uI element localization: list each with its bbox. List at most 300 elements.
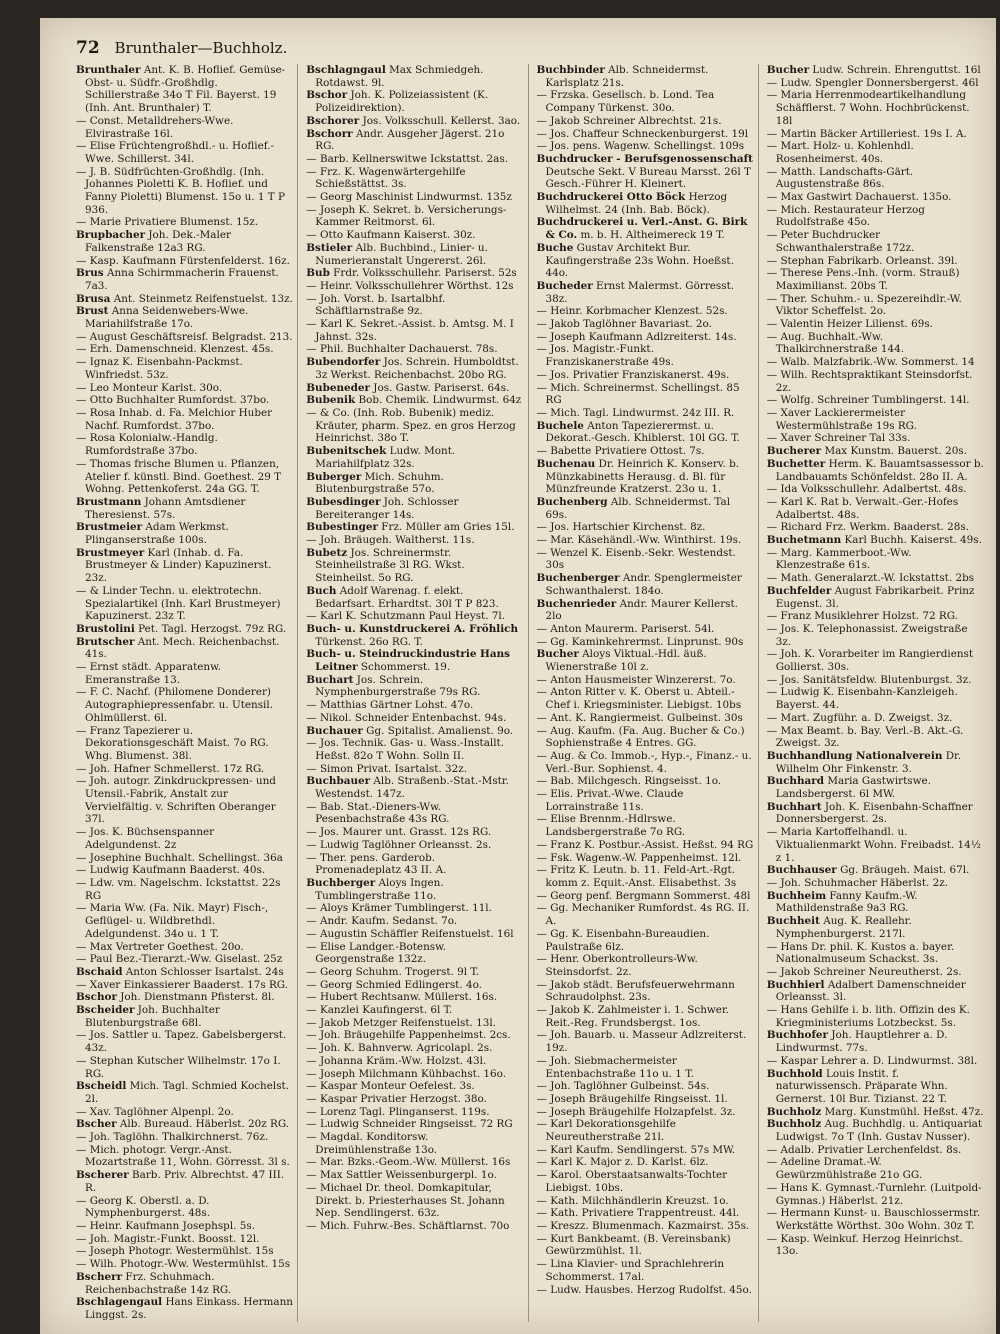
directory-entry <box>76 902 293 940</box>
entry-text: Maurerm. Pariserst. 54l. <box>584 622 715 635</box>
entry-name: — Franz <box>536 838 581 851</box>
directory-entry <box>306 153 523 166</box>
entry-name: — Matth. <box>766 165 816 178</box>
entry-text: Kaufmann Baaderst. 40s. <box>132 864 266 877</box>
entry-text: Bob. Chemik. Lindwurmst. 64z <box>358 394 522 407</box>
entry-name: — Ludwig K. <box>766 686 834 699</box>
entry-name: — Kaspar <box>766 1054 818 1067</box>
entry-name: — Ludw. <box>766 76 812 89</box>
directory-entry <box>306 318 523 343</box>
entry-name: Buchbinder <box>536 64 605 76</box>
entry-text: Ant. Mech. Reichenbachst. 41s. <box>85 635 280 661</box>
entry-text: Gehilfe i. b. lith. Offizin des K. Kriegministeriums Lotzbeckst. 5s. <box>775 1004 970 1029</box>
directory-entry <box>76 140 293 165</box>
directory-entry <box>537 674 754 687</box>
entry-text: Kutscher Wilhelmstr. 17o I. RG. <box>85 1054 281 1080</box>
entry-name: Bschlagengaul <box>76 1296 163 1309</box>
entry-text: Rat b. Verwalt.-Ger.-Hofes Adalbertst. 48s. <box>775 495 959 521</box>
entry-name: — Jakob <box>536 978 580 991</box>
directory-entry <box>76 293 293 306</box>
directory-entry <box>76 636 293 661</box>
entry-name: Buchdrucker - Berufsgenossenschaft <box>536 152 753 165</box>
entry-text: Buchhalter Rumfordst. 37bo. <box>116 394 270 407</box>
directory-entry <box>76 166 293 217</box>
directory-entry <box>306 229 523 242</box>
entry-text: Bräugehilfe Pappenheimst. 2cs. <box>343 1029 511 1042</box>
directory-entry <box>76 941 293 954</box>
entry-name: — Elise <box>76 140 116 153</box>
entry-name: — Aug. & Co. <box>536 749 608 762</box>
directory-entry <box>537 1169 754 1194</box>
entry-text: Adolf Warenag. f. elekt. Bedarfsart. Erhardtst. 30l T P 823. <box>315 584 499 610</box>
entry-text: Früchtengroßhdl.- u. Hoflief.-Wwe. Schillerst. 34l. <box>85 140 275 165</box>
entry-name: — Adeline <box>766 1156 821 1169</box>
entry-name: Brutscher <box>76 635 135 648</box>
directory-entry <box>76 966 293 979</box>
directory-entry <box>76 521 293 546</box>
entry-name: Buchhofer <box>766 1029 829 1042</box>
entry-text: Gastwirt Dachauerst. 135o. <box>806 191 952 204</box>
entry-text: Hafner Schmellerst. 17z RG. <box>113 762 265 775</box>
directory-entry <box>767 941 984 966</box>
directory-entry <box>306 1029 523 1042</box>
directory-entry <box>767 674 984 687</box>
entry-text: Dr. Wilhelm Ohr Finkenstr. 3. <box>775 749 962 775</box>
entry-name: Buchholz <box>766 1118 822 1131</box>
directory-entry <box>306 775 523 800</box>
entry-name: — J. B. <box>76 165 111 178</box>
entry-name: Bubetz <box>306 546 348 559</box>
entry-text: Max Kunstm. Bauerst. 20s. <box>824 445 967 458</box>
directory-entry <box>306 941 523 966</box>
entry-text: Joh. Buchhalter Blutenburgstraße 68l. <box>85 1004 220 1029</box>
directory-entry <box>767 547 984 572</box>
entry-text: Kolonialw.-Handlg. Rumfordstraße 37bo. <box>85 432 218 458</box>
directory-entry <box>537 407 754 420</box>
entry-name: — Bab. <box>306 800 344 813</box>
entry-name: — Rosa <box>76 432 116 445</box>
entry-name: — & Linder <box>76 584 137 597</box>
entry-name: — Jos. <box>536 368 570 381</box>
entry-name: — Franz <box>76 724 121 737</box>
entry-text: Kunst- u. Bauschlossermstr. Werkstätte Wörthst. 30o Wohn. 30z T. <box>775 1207 981 1232</box>
entry-name: Bschor <box>76 991 117 1004</box>
entry-text: Telephonassist. Zweigstraße 3z. <box>775 622 968 648</box>
directory-entry <box>76 775 293 826</box>
entry-name: — Joh. <box>76 1232 111 1245</box>
entry-name: — Thomas <box>76 457 131 470</box>
entry-text: Johann Amtsdiener Theresienst. 57s. <box>85 495 246 521</box>
entry-text: Pens.-Inh. (vorm. Strauß) Maximilianst. 20bs T. <box>775 267 960 292</box>
directory-entry <box>76 1106 293 1119</box>
entry-name: — Elise <box>306 940 346 953</box>
directory-entry <box>76 852 293 865</box>
directory-entry <box>306 547 523 585</box>
entry-text: Buchhalter Dachauerst. 78s. <box>346 343 498 356</box>
entry-name: — Elis. <box>536 788 574 801</box>
entry-name: — Kreszz. <box>536 1219 589 1232</box>
directory-entry <box>767 521 984 534</box>
entry-name: — Anton <box>536 686 582 699</box>
directory-entry <box>767 458 984 483</box>
entry-text: Oberstaatsanwalts-Tochter Liebigst. 10bs. <box>545 1169 728 1194</box>
directory-entry <box>306 521 523 534</box>
entry-name: — Lorenz <box>306 1105 357 1118</box>
entry-text: Rangiermeist. Gulbeinst. 30s <box>589 711 743 724</box>
directory-entry <box>76 331 293 344</box>
entry-text: Adam Werkmst. Plinganserstraße 100s. <box>85 521 229 547</box>
entry-text: Dr. theol. Domkapitular, Direkt. b. Priesterhauses St. Johann Nep. Sendlingerst. 63z. <box>315 1181 505 1220</box>
directory-entry <box>537 890 754 903</box>
entry-text: Sattler u. Tapez. Gabelsbergerst. 43z. <box>85 1029 287 1055</box>
entry-text: Bez.-Tierarzt.-Ww. Giselast. 25z <box>115 953 283 966</box>
entry-text: Beamt. b. Bay. Verl.-B. Akt.-G. Zweigst. 3z. <box>775 724 964 750</box>
entry-text: Schuhm.- u. Spezereihdlr.-W. Viktor Scheffelst. 2o. <box>775 292 962 318</box>
entry-text: Brennm.-Hdlrswe. Landsbergerstraße 7o RG. <box>545 813 686 839</box>
directory-entry <box>76 547 293 585</box>
entry-name: — Kasp. <box>76 254 119 267</box>
entry-text: Anna Seidenwebers-Wwe. Mariahilfstraße 17o. <box>85 305 249 331</box>
entry-text: Inhab. d. Fa. Melchior Huber Nachf. Rumfordst. 37bo. <box>85 406 273 432</box>
entry-text: Gg. Bräugeh. Maist. 67l. <box>840 864 970 877</box>
entry-text: Schuhm. Trogerst. 9l T. <box>355 965 480 978</box>
directory-entry <box>306 674 523 699</box>
entry-name: — Phil. <box>306 343 344 356</box>
entry-name: — Joh. <box>306 1029 341 1042</box>
directory-entry <box>767 572 984 585</box>
directory-entry <box>306 356 523 381</box>
entry-text: pens. Garderob. Promenadeplatz 43 II. A. <box>315 851 447 877</box>
directory-entry <box>306 115 523 128</box>
entry-name: Brus <box>76 267 104 280</box>
entry-text: Kaufmann Adlzreiterst. 14s. <box>588 330 737 343</box>
entry-name: — Ther. <box>766 292 808 305</box>
directory-entry <box>767 775 984 800</box>
entry-text: Taglöhner Bavariast. 2o. <box>583 318 712 331</box>
directory-columns <box>76 64 988 1322</box>
entry-name: Buchenau <box>536 457 596 470</box>
entry-name: — Anton <box>536 622 582 635</box>
directory-entry <box>537 1258 754 1283</box>
entry-name: — Barb. <box>306 152 349 165</box>
entry-name: Buchbauer <box>306 775 371 788</box>
entry-text: Frz. Werkm. Baaderst. 28s. <box>825 521 969 534</box>
entry-text: Rechtsanw. Müllerst. 16s. <box>360 991 498 1004</box>
entry-text: Schneider Ringseisst. 72 RG <box>362 1118 513 1131</box>
directory-entry <box>306 1080 523 1093</box>
directory-entry <box>767 166 984 191</box>
entry-text: Herrenmodeartikelhandlung Schäfflerst. 7 Wohn. Hochbrückenst. 18l <box>775 89 970 127</box>
directory-entry <box>767 877 984 890</box>
entry-text: Joh. K. Polizeiassistent (K. Polizeidirektion). <box>315 89 489 115</box>
entry-text: Dr. phil. K. Kustos a. bayer. Nationalmuseum Schackst. 3s. <box>775 940 955 966</box>
entry-text: K. Postbur.-Assist. Heßst. 94 RG <box>584 838 754 851</box>
entry-text: Jos. Gastw. Pariserst. 64s. <box>373 381 510 394</box>
entry-name: — Stephan <box>76 1054 134 1067</box>
entry-text: Bzks.-Geom.-Ww. Müllerst. 16s <box>347 1156 511 1169</box>
directory-entry <box>76 1245 293 1258</box>
directory-entry <box>306 966 523 979</box>
entry-text: Kräm.-Ww. Holzst. 43l. <box>366 1054 487 1067</box>
entry-text: Zugführ. a. D. Zweigst. 3z. <box>813 711 953 724</box>
entry-name: Bucheder <box>536 279 593 292</box>
entry-text: Kaufmann Fürstenfelderst. 16z. <box>122 254 290 267</box>
entry-name: — Stephan <box>766 254 825 267</box>
directory-entry <box>306 407 523 445</box>
entry-text: Landger.-Botensw. Georgenstraße 132z. <box>315 940 447 966</box>
entry-text: Metalldrehers-Wwe. Elvirastraße 16l. <box>85 114 234 140</box>
entry-name: — Aloys <box>306 902 349 915</box>
directory-entry <box>306 1156 523 1169</box>
entry-text: Andr. Spenglermeister Schwanthalerst. 184o. <box>545 572 742 597</box>
directory-entry <box>537 928 754 953</box>
directory-entry <box>76 826 293 851</box>
directory-entry <box>306 826 523 839</box>
entry-text: (Fa. Nik. Mayr) Fisch-, Geflügel- u. Wildbrethdl. Adelgundenst. 34o u. 1 T. <box>85 902 269 940</box>
entry-text: Frz. Schuhmach. Reichenbachstraße 14z RG. <box>85 1270 232 1296</box>
entry-name: — Rosa <box>76 406 116 419</box>
entry-name: — Adalb. <box>766 1143 815 1156</box>
entry-name: — Bab. <box>536 775 574 788</box>
directory-entry <box>537 788 754 813</box>
entry-text: Privat.-Wwe. Claude Lorrainstraße 11s. <box>545 788 684 813</box>
directory-entry <box>767 1029 984 1054</box>
entry-name: — Max <box>76 940 113 953</box>
entry-text: Zahlmeister i. 1. Schwer. Reit.-Reg. Frundsbergst. 1os. <box>545 1004 730 1029</box>
entry-name: — Aug. <box>766 330 805 343</box>
entry-name: Brusa <box>76 292 111 305</box>
entry-name: — Joseph <box>536 1092 586 1105</box>
directory-entry <box>537 686 754 711</box>
entry-text: Holz- u. Kohlenhdl. Rosenheimerst. 40s. <box>775 140 914 165</box>
entry-name: — Aug. <box>536 724 575 737</box>
entry-text: Spengler Donnersbergerst. 46l <box>814 76 979 89</box>
entry-text: Buchhalt. Schellingst. 36a <box>144 851 283 864</box>
entry-text: Oberstl. a. D. Nymphenburgerst. 48s. <box>85 1194 211 1220</box>
entry-text: Privatier Herzogst. 38o. <box>360 1092 487 1105</box>
entry-name: — Ther. <box>306 851 347 864</box>
directory-entry <box>76 496 293 521</box>
entry-text: Alb. Schneidermst. Tal 69s. <box>545 495 731 521</box>
entry-text: Türkenst. 26o RG. T. <box>315 635 423 648</box>
directory-entry <box>537 216 754 241</box>
directory-entry <box>76 877 293 902</box>
entry-name: Bubenitschek <box>306 445 387 458</box>
entry-text: Alb. Straßenb.-Stat.-Mstr. Westendst. 147z. <box>315 775 509 801</box>
directory-entry <box>76 1258 293 1271</box>
entry-text: Max Schmiedgeh. Rotdawst. 9l. <box>315 64 484 89</box>
directory-entry <box>76 725 293 763</box>
entry-name: — Max <box>306 1169 343 1182</box>
entry-text: K. Leutn. b. 11. Feld-Art.-Rgt. komm z. Equit.-Anst. Elisabethst. 3s <box>545 864 737 889</box>
entry-name: — Xaver <box>766 406 812 419</box>
entry-name: — Wilh. <box>766 368 808 381</box>
entry-text: Monteur Oefelest. 3s. <box>360 1080 475 1093</box>
entry-name: — Wolfg. <box>766 394 814 407</box>
entry-name: — Joseph <box>536 330 586 343</box>
entry-name: Buche <box>536 241 574 254</box>
entry-text: Privatiere Trappentreust. 44l. <box>581 1207 740 1220</box>
directory-entry <box>306 648 523 673</box>
entry-name: — Joh. <box>536 1029 571 1042</box>
entry-text: Hausbes. Herzog Rudolfst. 45o. <box>584 1283 752 1296</box>
directory-entry <box>767 432 984 445</box>
entry-name: — Mich. <box>536 406 580 419</box>
entry-text: Jos. Volksschull. Kellerst. 3ao. <box>362 114 521 127</box>
directory-entry <box>537 128 754 141</box>
directory-entry <box>767 1207 984 1232</box>
entry-name: — Magdal. <box>306 1131 363 1144</box>
directory-entry <box>76 1233 293 1246</box>
entry-text: Andr. Ausgeher Jägerst. 21o RG. <box>315 127 505 153</box>
entry-text: Kaufm. Sedanst. 7o. <box>351 915 458 928</box>
entry-name: — Simon <box>306 762 354 775</box>
directory-entry <box>537 813 754 838</box>
entry-name: — Nikol. <box>306 711 352 724</box>
entry-name: — Jos. <box>536 521 570 534</box>
directory-entry <box>306 979 523 992</box>
entry-name: Brustolini <box>76 622 135 635</box>
entry-name: Buchetter <box>766 457 826 470</box>
entry-text: Immob.-, Hyp.-, Finanz.- u. Verl.-Bur. Sophienst. 4. <box>545 749 752 775</box>
entry-name: — Heinr. <box>76 1219 123 1232</box>
entry-name: — Karl <box>536 1118 573 1131</box>
entry-name: Buchhierl <box>766 978 825 991</box>
entry-text: K. Eisenb.-Sekr. Westendst. 30s <box>545 546 736 572</box>
entry-name: — Jos. <box>536 127 570 140</box>
entry-text: Privatier Lerchenfeldst. 8s. <box>817 1143 962 1156</box>
entry-name: — Joh. <box>76 775 111 788</box>
entry-text: Magistr.-Funkt. Franziskanerstraße 49s. <box>545 343 674 369</box>
directory-entry <box>767 204 984 229</box>
entry-name: Buchhandlung Nationalverein <box>766 749 943 762</box>
entry-name: — Kanzlei <box>306 1004 359 1017</box>
directory-entry <box>306 394 523 407</box>
entry-text: Sekret. b. Versicherungs-Kammer Reitmorst. 6l. <box>315 203 507 229</box>
entry-name: — Michael <box>306 1181 363 1194</box>
entry-name: — Ignaz K. <box>76 356 134 369</box>
entry-text: Vertreter Goethest. 20o. <box>115 940 244 953</box>
directory-entry <box>306 915 523 928</box>
entry-name: Bubenik <box>306 394 356 407</box>
directory-entry <box>306 1220 523 1233</box>
entry-text: Bräugehilfe Holzapfelst. 3z. <box>588 1105 736 1118</box>
entry-text: Dr. Heinrich K. Konserv. b. Münzkabinetts Herausg. d. Bl. für Münzfreunde Kratzerst. 23o u. 1. <box>545 457 740 496</box>
directory-entry <box>76 979 293 992</box>
entry-text: Tapezierer u. Dekorationsgeschäft Maist. 7o RG. Whg. Blumenst. 38l. <box>85 724 269 762</box>
directory-entry <box>306 280 523 293</box>
directory-entry <box>76 255 293 268</box>
entry-text: Ritter v. K. Oberst u. Abteil.-Chef i. Kriegsminister. Liebigst. 10bs <box>545 686 742 712</box>
entry-text: Kaminkehrermst. Linprunst. 90s <box>571 635 744 648</box>
entry-name: — Elise <box>536 813 576 826</box>
directory-entry <box>76 585 293 623</box>
directory-entry <box>306 1093 523 1106</box>
entry-name: — Hans K. <box>766 1181 823 1194</box>
directory-entry <box>306 267 523 280</box>
entry-text: Heizer Lilienst. 69s. <box>826 318 933 331</box>
entry-text: Vorst. b. Isartalbhf. Schäftlarnstraße 9z. <box>315 292 446 318</box>
entry-text: Generalarzt.-W. Ickstattst. 2bs <box>814 572 975 585</box>
directory-entry <box>76 115 293 140</box>
entry-name: — Marie <box>76 216 121 229</box>
entry-name: Brustmeyer <box>76 546 145 559</box>
entry-name: Brustmann <box>76 495 142 508</box>
directory-entry <box>767 140 984 165</box>
entry-name: — Hermann <box>766 1207 831 1220</box>
directory-entry <box>76 394 293 407</box>
entry-name: — Maria <box>766 826 812 839</box>
entry-name: Bschorr <box>306 127 353 140</box>
directory-entry <box>76 1296 293 1321</box>
entry-text: Kartoffelhandl. u. Viktualienmarkt Wohn. Freibadst. 14½ z 1. <box>775 826 981 864</box>
page-number: 72 <box>76 38 100 58</box>
entry-name: — Frz. K. <box>306 165 356 178</box>
directory-entry <box>306 445 523 470</box>
directory-entry <box>767 89 984 127</box>
entry-name: — Ludwig <box>76 864 129 877</box>
directory-entry <box>76 1029 293 1054</box>
entry-text: Geschäftsreisf. Belgradst. 213. <box>130 330 293 343</box>
directory-entry <box>537 979 754 1004</box>
directory-entry <box>76 1055 293 1080</box>
entry-name: — Fritz <box>536 864 576 877</box>
entry-name: — Ldw. <box>76 877 115 889</box>
entry-name: — Hans <box>766 1004 808 1017</box>
directory-entry <box>537 1080 754 1093</box>
entry-name: Buchheit <box>766 915 820 928</box>
entry-name: — Karl K. <box>536 1156 587 1169</box>
entry-name: — Joh. K. <box>306 1042 355 1055</box>
entry-name: — Ant. K. <box>536 711 587 724</box>
entry-name: — Therese <box>766 267 823 280</box>
directory-entry <box>76 64 293 115</box>
directory-entry <box>767 1055 984 1068</box>
directory-entry <box>537 1106 754 1119</box>
entry-text: Tagl. Plinganserst. 119s. <box>359 1105 490 1118</box>
directory-entry <box>76 343 293 356</box>
entry-name: — Lina <box>536 1258 574 1271</box>
directory-entry <box>76 661 293 686</box>
directory-entry <box>767 394 984 407</box>
entry-text: Schuhmacher Häberlst. 2z. <box>804 877 949 889</box>
directory-entry <box>537 331 754 344</box>
entry-text: Nachf. (Philomene Donderer) Autographiepressenfabr. u. Utensil. Ohlmüllerst. 6l. <box>85 686 274 724</box>
entry-name: — Fsk. <box>536 851 573 864</box>
directory-entry <box>306 763 523 776</box>
directory-entry <box>767 648 984 673</box>
directory-entry <box>306 877 523 902</box>
entry-text: Louis Instit. f. naturwissensch. Präparate Whn. Gernerst. 10l Bur. Tizianst. 22 T. <box>775 1067 948 1105</box>
entry-name: Buchhard <box>766 775 824 788</box>
entry-name: — Walb. <box>766 356 810 369</box>
entry-text: Frz. Müller am Gries 15l. <box>381 521 515 534</box>
entry-name: Buchheim <box>766 889 827 902</box>
entry-name: — Joh. K. <box>766 648 816 661</box>
entry-name: — Karl <box>536 1143 573 1156</box>
entry-name: — Gg. K. <box>536 927 583 940</box>
directory-entry <box>76 1004 293 1029</box>
directory-entry <box>537 864 754 889</box>
entry-name: Buchart <box>306 673 354 686</box>
directory-entry <box>767 318 984 331</box>
entry-text: Photogr.-Ww. Westermühlst. 15s <box>120 1258 291 1271</box>
entry-text: Musiklehrer Holzst. 72 RG. <box>814 610 958 623</box>
entry-name: — Xaver <box>766 432 812 445</box>
entry-text: Pet. Tagl. Herzogst. 79z RG. <box>138 622 287 635</box>
directory-entry <box>767 496 984 521</box>
directory-entry <box>306 991 523 1004</box>
